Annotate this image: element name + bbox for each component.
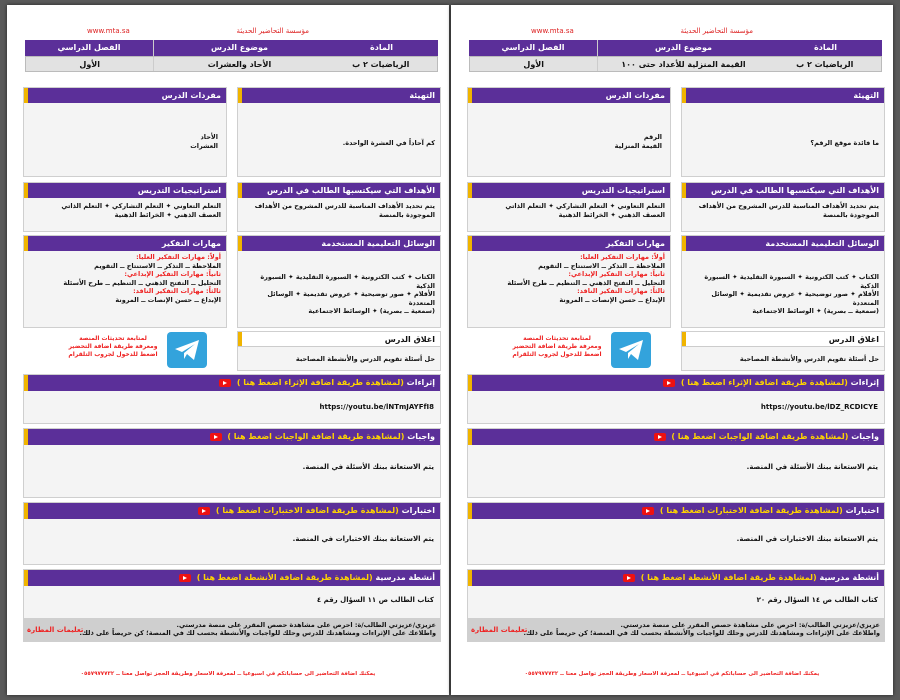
notes-line: واطلاعك على الإثراءات ومشاهدتك للدرس وحلك للواجبات والأنشطة بحسب لك في المنصة؛ كن حريصاً على ذلك. [523, 629, 880, 637]
youtube-icon[interactable] [663, 379, 675, 387]
vocab-item: العشرات [190, 141, 218, 150]
enrichment-link[interactable]: (لمشاهدة طريقة اضافة الإثراء اضغط هنا ) [680, 378, 848, 387]
notes-body [76, 621, 436, 637]
homework-text: يتم الاستعانة ببنك الأسئلة في المنصة. [302, 463, 434, 471]
header-topic-value: القيمة المنزلية للأعداد حتى ١٠٠ [597, 57, 768, 71]
page-topline [451, 27, 893, 35]
tests-header [24, 503, 440, 519]
goals-text: يتم تحديد الأهداف المناسبة للدرس المشروح من الأهداف الموجودة بالمنصة [254, 202, 435, 219]
tests-text: يتم الاستعانة ببنك الاختبارات في المنصة. [292, 535, 434, 543]
thinking-title: مهارات التفكير [24, 236, 226, 251]
resources-box [681, 235, 885, 328]
site-url[interactable]: www.mta.sa [87, 27, 130, 35]
notes-title: تعليمات المطارة [471, 626, 528, 634]
page-footer: يمكنك اضافة التحاضير الى حساباتكم في اسبوعيا ــ لمعرفة الاسعار وطريقة الحجز تواصل معنا ــ ٠٥٥٧٩٧٧٧٣٢ [524, 671, 820, 677]
header-subject-value: الرياضيات ٢ ب [352, 60, 410, 69]
header-term-value: الأول [523, 60, 544, 69]
closing-text: حل أسئلة تقويم الدرس والأنشطة المصاحبة [295, 355, 435, 363]
strategies-box [23, 182, 227, 232]
thinking-box [23, 235, 227, 328]
resources-line: (سمعية ــ بصرية) ✦ الوسائط الاجتماعية [308, 307, 435, 315]
vocab-item: الرقم [643, 133, 662, 141]
vocab-box [23, 87, 227, 177]
goals-title: الأهداف التي سيكتسبها الطالب في الدرس [238, 183, 440, 198]
youtube-icon[interactable] [198, 507, 210, 515]
lesson-header-table [469, 40, 882, 72]
goals-title: الأهداف التي سيكتسبها الطالب في الدرس [682, 183, 884, 198]
resources-body [238, 251, 440, 320]
enrichment-title: إثراءات [850, 378, 879, 387]
warmup-box [237, 87, 441, 177]
resources-line: (سمعية ــ بصرية) ✦ الوسائط الاجتماعية [752, 307, 879, 315]
telegram-icon [617, 338, 645, 362]
tests-box [467, 502, 885, 565]
enrichment-box [467, 374, 885, 424]
thinking-line: الملاحظة ــ التذكر ــ الاستنتاج ــ التقويم [94, 261, 221, 270]
thinking-heading: ثانياً: مهارات التفكير الإبداعي: [124, 270, 221, 278]
resources-box [237, 235, 441, 328]
strategies-line: التعلم التعاوني ✦ التعلم التشاركي ✦ التعلم الذاتي [61, 202, 221, 210]
lesson-page-1 [7, 5, 449, 695]
notes-title: تعليمات المطارة [27, 626, 84, 634]
thinking-line: التحليل ــ التفتح الذهني ــ التنظيم ــ طرح الأسئلة [63, 278, 221, 287]
activities-header [24, 570, 440, 586]
enrichment-url[interactable]: https://youtu.be/lDZ_RCDICYE [760, 403, 878, 411]
institution-name: مؤسسة التحاضير الحديثة [680, 27, 753, 35]
homework-title: واجبات [851, 432, 879, 441]
header-term-value: الأول [79, 60, 100, 69]
header-row-labels [469, 40, 882, 56]
enrichment-title: إثراءات [406, 378, 435, 387]
enrichment-header [468, 375, 884, 391]
resources-line: الأقلام ✦ صور توضيحية ✦ عروض تقديمية ✦ الوسائل المتعددة [711, 290, 879, 307]
resources-line: الأقلام ✦ صور توضيحية ✦ عروض تقديمية ✦ الوسائل المتعددة [267, 290, 435, 307]
vocab-list [24, 103, 226, 154]
homework-box [467, 428, 885, 498]
notes-line: عزيزي/عزيزتي الطالب/ة: احرص على مشاهدة حصص المقرر على منصة مدرستي. [176, 621, 436, 629]
resources-body [682, 251, 884, 320]
activities-box [23, 569, 441, 619]
notes-body [520, 621, 880, 637]
vocab-list [468, 103, 670, 154]
tests-text: يتم الاستعانة ببنك الاختبارات في المنصة. [736, 535, 878, 543]
resources-line: الكتاب ✦ كتب الكترونية ✦ السبورة التقليدية ✦ السبورة الذكية [260, 273, 435, 290]
activities-title: أنشطة مدرسية [819, 573, 879, 582]
enrichment-box [23, 374, 441, 424]
header-row-values [469, 56, 882, 72]
tests-box [23, 502, 441, 565]
tests-header [468, 503, 884, 519]
telegram-caption[interactable] [511, 335, 603, 359]
closing-box [237, 331, 441, 371]
header-topic-label: موضوع الدرس [597, 40, 769, 56]
strategies-body [468, 198, 670, 223]
homework-header [468, 429, 884, 445]
youtube-icon[interactable] [623, 574, 635, 582]
tests-link[interactable]: (لمشاهدة طريقة اضافة الاختبارات اضغط هنا ) [215, 506, 399, 515]
telegram-button[interactable] [167, 332, 207, 368]
enrichment-url[interactable]: https://youtu.be/lNTmJAYFfI8 [319, 403, 434, 411]
header-term-label: الفصل الدراسي [57, 43, 121, 52]
homework-header [24, 429, 440, 445]
activities-header [468, 570, 884, 586]
youtube-icon[interactable] [210, 433, 222, 441]
header-row-labels [25, 40, 438, 56]
activities-text: كتاب الطالب ص ١٤ السؤال رقم ٢٠ [756, 596, 878, 604]
thinking-box [467, 235, 671, 328]
tests-title: اختبارات [845, 506, 879, 515]
thinking-heading: أولاً: مهارات التفكير العليا: [136, 253, 221, 261]
youtube-icon[interactable] [219, 379, 231, 387]
vocab-item: الأحاد [200, 133, 218, 141]
thinking-heading: ثالثاً: مهارات التفكير الناقد: [133, 287, 221, 295]
thinking-line: التحليل ــ التفتح الذهني ــ التنظيم ــ طرح الأسئلة [507, 278, 665, 287]
enrichment-link[interactable]: (لمشاهدة طريقة اضافة الإثراء اضغط هنا ) [236, 378, 404, 387]
activities-title: أنشطة مدرسية [375, 573, 435, 582]
tests-link[interactable]: (لمشاهدة طريقة اضافة الاختبارات اضغط هنا ) [659, 506, 843, 515]
header-subject-label: المادة [814, 43, 837, 52]
header-term-label: الفصل الدراسي [501, 43, 565, 52]
enrichment-header [24, 375, 440, 391]
telegram-caption-line: اضغط للدخول لجروب التلقرام [68, 351, 158, 358]
vocab-item: القيمة المنزلية [614, 141, 662, 150]
header-subject-value: الرياضيات ٢ ب [796, 60, 854, 69]
vocab-title: مفردات الدرس [24, 88, 226, 103]
youtube-icon[interactable] [642, 507, 654, 515]
goals-text: يتم تحديد الأهداف المناسبة للدرس المشروح من الأهداف الموجودة بالمنصة [698, 202, 879, 219]
telegram-caption-line: ومعرفة طريقة اضافة التحضير [68, 343, 158, 350]
warmup-box [681, 87, 885, 177]
homework-link[interactable]: (لمشاهدة طريقة اضافة الواجبات اضغط هنا ) [227, 432, 405, 441]
vocab-box [467, 87, 671, 177]
strategies-title: استراتيجيات التدريس [468, 183, 670, 198]
telegram-caption-line: ومعرفة طريقة اضافة التحضير [512, 343, 602, 350]
strategies-body [24, 198, 226, 223]
thinking-heading: ثانياً: مهارات التفكير الإبداعي: [568, 270, 665, 278]
notes-line: واطلاعك على الإثراءات ومشاهدتك للدرس وحلك للواجبات والأنشطة بحسب لك في المنصة؛ كن حريصاً على ذلك. [79, 629, 436, 637]
thinking-line: الإبداع ــ حسن الإنصات ــ المرونة [115, 295, 221, 304]
homework-box [23, 428, 441, 498]
warmup-title: التهيئة [238, 88, 440, 103]
goals-box [237, 182, 441, 232]
closing-title: اغلاق الدرس [682, 332, 884, 347]
thinking-title: مهارات التفكير [468, 236, 670, 251]
notes-box [23, 618, 441, 642]
activities-text: كتاب الطالب ص ١١ السؤال رقم ٤ [316, 596, 434, 604]
resources-title: الوسائل التعليمية المستخدمة [238, 236, 440, 251]
closing-box [681, 331, 885, 371]
telegram-icon [173, 338, 201, 362]
header-subject-label: المادة [370, 43, 393, 52]
telegram-caption-line: لمتابعة تحديثات المنصة [523, 335, 591, 342]
thinking-line: الإبداع ــ حسن الإنصات ــ المرونة [559, 295, 665, 304]
strategies-line: التعلم التعاوني ✦ التعلم التشاركي ✦ التعلم الذاتي [505, 202, 665, 210]
activities-link[interactable]: (لمشاهدة طريقة اضافة الأنشطة اضغط هنا ) [640, 573, 817, 582]
page-footer: يمكنك اضافة التحاضير الى حساباتكم في اسبوعيا ــ لمعرفة الاسعار وطريقة الحجز تواصل معنا ــ ٠٥٥٧٩٧٧٧٣٢ [80, 671, 376, 677]
strategies-line: العصف الذهني ✦ الخرائط الذهنية [558, 210, 665, 219]
closing-text: حل أسئلة تقويم الدرس والأنشطة المصاحبة [739, 355, 879, 363]
thinking-body [468, 251, 670, 308]
telegram-caption-line: لمتابعة تحديثات المنصة [79, 335, 147, 342]
telegram-caption-line: اضغط للدخول لجروب التلقرام [512, 351, 602, 358]
activities-box [467, 569, 885, 619]
institution-name: مؤسسة التحاضير الحديثة [236, 27, 309, 35]
notes-box [467, 618, 885, 642]
tests-title: اختبارات [401, 506, 435, 515]
site-url[interactable]: www.mta.sa [531, 27, 574, 35]
header-row-values [25, 56, 438, 72]
header-topic-value: الأحاد والعشرات [153, 57, 324, 71]
strategies-box [467, 182, 671, 232]
thinking-line: الملاحظة ــ التذكر ــ الاستنتاج ــ التقويم [538, 261, 665, 270]
strategies-line: العصف الذهني ✦ الخرائط الذهنية [114, 210, 221, 219]
warmup-title: التهيئة [682, 88, 884, 103]
activities-link[interactable]: (لمشاهدة طريقة اضافة الأنشطة اضغط هنا ) [196, 573, 373, 582]
youtube-icon[interactable] [179, 574, 191, 582]
warmup-text: كم آحاداً في العشرة الواحدة. [342, 139, 435, 147]
notes-line: عزيزي/عزيزتي الطالب/ة: احرص على مشاهدة حصص المقرر على منصة مدرستي. [620, 621, 880, 629]
lesson-header-table [25, 40, 438, 72]
thinking-heading: ثالثاً: مهارات التفكير الناقد: [577, 287, 665, 295]
homework-text: يتم الاستعانة ببنك الأسئلة في المنصة. [746, 463, 878, 471]
warmup-text: ما فائدة موقع الرقم؟ [810, 139, 879, 147]
strategies-title: استراتيجيات التدريس [24, 183, 226, 198]
resources-line: الكتاب ✦ كتب الكترونية ✦ السبورة التقليدية ✦ السبورة الذكية [704, 273, 879, 290]
lesson-page-2 [451, 5, 893, 695]
telegram-button[interactable] [611, 332, 651, 368]
youtube-icon[interactable] [654, 433, 666, 441]
closing-title: اغلاق الدرس [238, 332, 440, 347]
vocab-title: مفردات الدرس [468, 88, 670, 103]
goals-box [681, 182, 885, 232]
homework-title: واجبات [407, 432, 435, 441]
telegram-caption[interactable] [67, 335, 159, 359]
thinking-heading: أولاً: مهارات التفكير العليا: [580, 253, 665, 261]
page-topline [7, 27, 449, 35]
resources-title: الوسائل التعليمية المستخدمة [682, 236, 884, 251]
header-topic-label: موضوع الدرس [153, 40, 325, 56]
thinking-body [24, 251, 226, 308]
homework-link[interactable]: (لمشاهدة طريقة اضافة الواجبات اضغط هنا ) [671, 432, 849, 441]
